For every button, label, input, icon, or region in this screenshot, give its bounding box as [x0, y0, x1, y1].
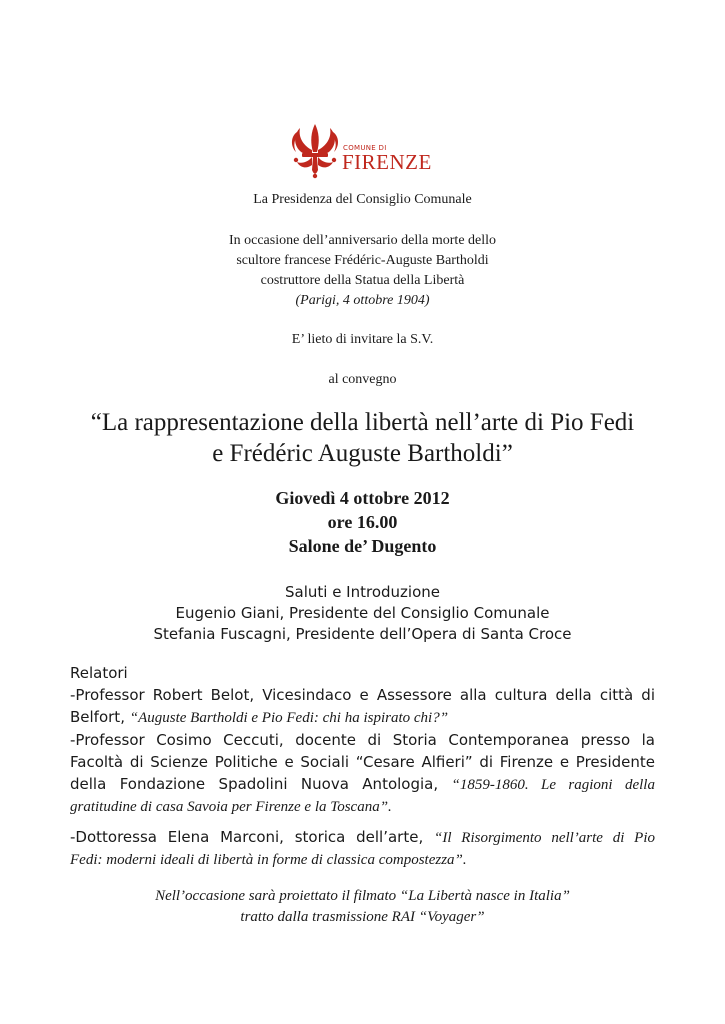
occasion-line: In occasione dell’anniversario della morte dello: [228, 233, 497, 248]
comune-di-firenze-logo: [288, 120, 433, 182]
closing-block: [0, 886, 725, 928]
event-place: Salone de’ Dugento: [288, 536, 437, 556]
closing-line: Nell’occasione sarà proiettato il filmato “La Libertà nasce in Italia”: [155, 888, 570, 904]
relatore-text: -Dottoressa Elena Marconi, storica dell’arte,: [70, 828, 435, 846]
relatori-block: [70, 662, 655, 871]
relatore-line: [70, 826, 655, 849]
title-line: “La rappresentazione della libertà nell’arte di Pio Fedi: [90, 409, 635, 436]
closing-line: tratto dalla trasmissione RAI “Voyager”: [240, 909, 485, 925]
talk-title: Fedi: moderni ideali di libertà in forme di classica compostezza”.: [70, 852, 467, 868]
convegno-block: [0, 370, 725, 390]
occasion-date: (Parigi, 4 ottobre 1904): [295, 293, 430, 308]
logo-text-comune-di: COMUNE DI: [343, 144, 387, 152]
relatore-line: -Professor Robert Belot, Vicesindaco e Assessore alla cultura della città di: [70, 686, 655, 704]
relatore-text: Belfort,: [70, 708, 130, 726]
saluti-speaker: Stefania Fuscagni, Presidente dell’Opera di Santa Croce: [153, 625, 572, 643]
talk-title: “1859-1860. Le ragioni della: [451, 777, 655, 793]
relatore-line: [70, 706, 655, 729]
intro-block: [0, 190, 725, 210]
relatori-heading: Relatori: [70, 664, 128, 682]
intro-text: La Presidenza del Consiglio Comunale: [253, 192, 472, 207]
title-line: e Frédéric Auguste Bartholdi”: [212, 440, 513, 467]
saluti-speaker: Eugenio Giani, Presidente del Consiglio Comunale: [175, 604, 550, 622]
talk-title: gratitudine di casa Savoia per Firenze e la Toscana”.: [70, 799, 392, 815]
event-time: ore 16.00: [327, 512, 398, 532]
relatore-line: [70, 773, 655, 796]
occasion-line: scultore francese Frédéric-Auguste Bartholdi: [236, 253, 489, 268]
occasion-line: costruttore della Statua della Libertà: [260, 273, 465, 288]
convegno-text: al convegno: [328, 372, 397, 387]
relatore-line: -Professor Cosimo Ceccuti, docente di Storia Contemporanea presso la: [70, 731, 655, 749]
logo-text-firenze: FIRENZE: [342, 150, 432, 174]
relatore-text: della Fondazione Spadolini Nuova Antologia,: [70, 775, 452, 793]
florentine-lily-icon: [288, 120, 342, 180]
event-date: Giovedì 4 ottobre 2012: [275, 488, 450, 508]
occasion-block: [0, 231, 725, 311]
event-details: [0, 486, 725, 558]
saluti-block: [0, 582, 725, 645]
conference-title: [0, 407, 725, 469]
invite-text: E’ lieto di invitare la S.V.: [291, 332, 434, 347]
talk-title: “Il Risorgimento nell’arte di Pio: [434, 830, 655, 846]
talk-title: “Auguste Bartholdi e Pio Fedi: chi ha ispirato chi?”: [129, 710, 449, 726]
invite-block: [0, 330, 725, 350]
relatore-line: Facoltà di Scienze Politiche e Sociali “Cesare Alfieri” di Firenze e Presidente: [70, 753, 655, 771]
saluti-heading: Saluti e Introduzione: [284, 583, 440, 601]
